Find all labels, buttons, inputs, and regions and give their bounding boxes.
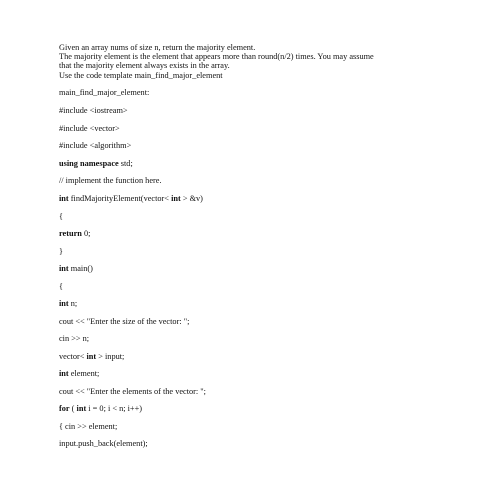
keyword: int <box>76 404 87 413</box>
keyword: int <box>59 299 69 308</box>
include-iostream: #include <iostream> <box>59 106 128 115</box>
cout-elements-line: cout << "Enter the elements of the vector: "; <box>59 387 206 396</box>
return-line <box>59 229 90 239</box>
main-signature <box>59 264 93 274</box>
comment-line: // implement the function here. <box>59 176 162 185</box>
push-back-line: input.push_back(element); <box>59 439 148 448</box>
intro-line-2: The majority element is the element that appears more than round(n/2) times. You may assume <box>59 52 374 62</box>
cin-element-line: { cin >> element; <box>59 422 118 431</box>
code-text: n; <box>68 299 78 308</box>
intro-line-4: Use the code template main_find_major_element <box>59 70 223 80</box>
code-text: element; <box>68 369 100 378</box>
code-text: ( <box>69 404 77 413</box>
open-brace: { <box>59 212 63 221</box>
keyword: int <box>86 352 97 361</box>
keyword: int <box>59 194 69 203</box>
intro-line-1: Given an array nums of size n, return the majority element. <box>59 43 256 52</box>
code-text: main() <box>68 264 93 273</box>
vector-declaration <box>59 352 124 362</box>
int-n-line <box>59 299 77 309</box>
template-name: main_find_major_element: <box>59 88 150 97</box>
function-signature <box>59 194 203 204</box>
include-vector: #include <vector> <box>59 124 120 133</box>
keyword: int <box>59 264 69 273</box>
code-text: vector< <box>59 352 87 361</box>
cout-size-line: cout << "Enter the size of the vector: "; <box>59 317 190 326</box>
for-loop-line <box>59 404 142 414</box>
keyword: for <box>59 404 70 413</box>
code-text: std; <box>118 159 133 168</box>
code-text: > &v) <box>180 194 203 203</box>
keyword: int <box>59 369 69 378</box>
cin-n-line: cin >> n; <box>59 334 90 343</box>
code-text: i = 0; i < n; i++) <box>86 404 143 413</box>
open-brace: { <box>59 282 63 291</box>
int-element-line <box>59 369 99 379</box>
problem-statement <box>59 43 479 80</box>
keyword: int <box>171 194 181 203</box>
keyword: return <box>59 229 82 238</box>
include-algorithm: #include <algorithm> <box>59 141 132 150</box>
keyword: using namespace <box>59 159 119 168</box>
code-text: findMajorityElement(vector< <box>68 194 172 203</box>
code-text: 0; <box>81 229 91 238</box>
using-namespace-line <box>59 159 133 169</box>
close-brace: } <box>59 247 63 256</box>
intro-line-3: that the majority element always exists in the array. <box>59 61 230 71</box>
code-text: > input; <box>96 352 125 361</box>
